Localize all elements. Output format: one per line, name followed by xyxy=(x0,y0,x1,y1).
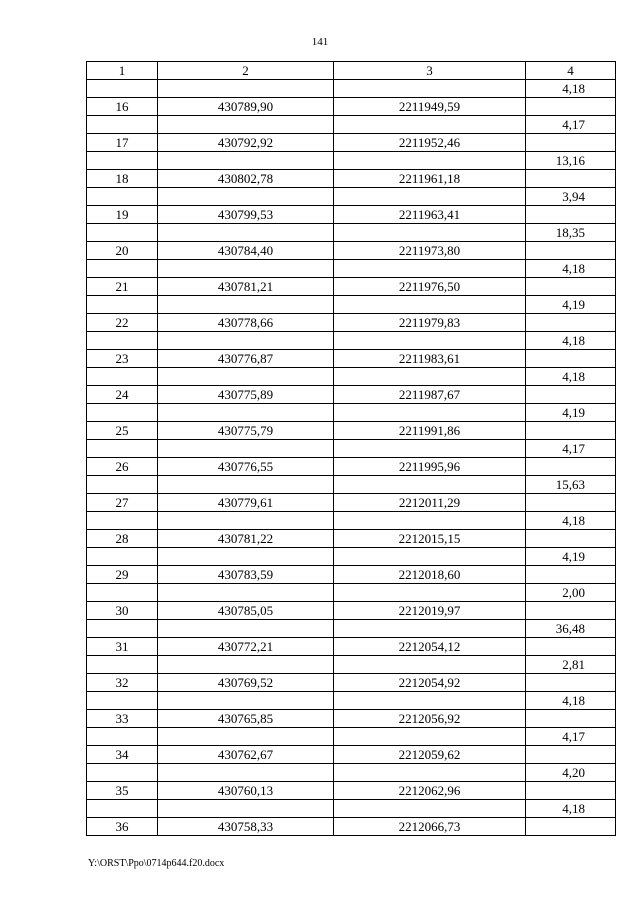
distance-cell xyxy=(526,674,616,692)
table-row-distance xyxy=(87,296,616,314)
y-coordinate-cell: 2212015,15 xyxy=(334,530,526,548)
table-row-point xyxy=(87,674,616,692)
y-coordinate-cell: 2212018,60 xyxy=(334,566,526,584)
x-coordinate-cell: 430775,89 xyxy=(158,386,334,404)
y-coordinate-cell xyxy=(334,764,526,782)
x-coordinate-cell: 430758,33 xyxy=(158,818,334,836)
point-number-cell: 28 xyxy=(87,530,158,548)
x-coordinate-cell xyxy=(158,404,334,422)
point-number-cell: 22 xyxy=(87,314,158,332)
point-number-cell: 18 xyxy=(87,170,158,188)
y-coordinate-cell: 2212019,97 xyxy=(334,602,526,620)
distance-cell: 4,18 xyxy=(526,512,616,530)
x-coordinate-cell xyxy=(158,476,334,494)
table-row-distance xyxy=(87,188,616,206)
distance-cell xyxy=(526,818,616,836)
y-coordinate-cell xyxy=(334,332,526,350)
y-coordinate-cell: 2211987,67 xyxy=(334,386,526,404)
y-coordinate-cell xyxy=(334,296,526,314)
point-number-cell xyxy=(87,620,158,638)
y-coordinate-cell xyxy=(334,260,526,278)
table-row-point xyxy=(87,530,616,548)
point-number-cell xyxy=(87,188,158,206)
point-number-cell: 32 xyxy=(87,674,158,692)
point-number-cell: 19 xyxy=(87,206,158,224)
point-number-cell xyxy=(87,224,158,242)
x-coordinate-cell xyxy=(158,368,334,386)
point-number-cell xyxy=(87,80,158,98)
table-row-point xyxy=(87,638,616,656)
distance-cell: 4,17 xyxy=(526,728,616,746)
x-coordinate-cell: 430775,79 xyxy=(158,422,334,440)
point-number-cell: 24 xyxy=(87,386,158,404)
x-coordinate-cell xyxy=(158,620,334,638)
point-number-cell xyxy=(87,512,158,530)
y-coordinate-cell: 2211983,61 xyxy=(334,350,526,368)
distance-cell: 4,17 xyxy=(526,440,616,458)
y-coordinate-cell xyxy=(334,800,526,818)
y-coordinate-cell xyxy=(334,656,526,674)
distance-cell: 36,48 xyxy=(526,620,616,638)
x-coordinate-cell: 430799,53 xyxy=(158,206,334,224)
table-row-distance xyxy=(87,584,616,602)
point-number-cell xyxy=(87,260,158,278)
table-row-distance xyxy=(87,692,616,710)
y-coordinate-cell xyxy=(334,224,526,242)
table-row-distance xyxy=(87,476,616,494)
x-coordinate-cell: 430772,21 xyxy=(158,638,334,656)
x-coordinate-cell xyxy=(158,224,334,242)
point-number-cell xyxy=(87,296,158,314)
x-coordinate-cell: 430781,22 xyxy=(158,530,334,548)
table-row-distance xyxy=(87,620,616,638)
x-coordinate-cell: 430783,59 xyxy=(158,566,334,584)
header-col-2: 2 xyxy=(158,62,334,80)
y-coordinate-cell xyxy=(334,548,526,566)
x-coordinate-cell xyxy=(158,332,334,350)
table-row-point xyxy=(87,242,616,260)
x-coordinate-cell xyxy=(158,692,334,710)
table-row-distance xyxy=(87,548,616,566)
x-coordinate-cell xyxy=(158,296,334,314)
point-number-cell: 36 xyxy=(87,818,158,836)
distance-cell xyxy=(526,602,616,620)
table-row-distance xyxy=(87,116,616,134)
point-number-cell: 26 xyxy=(87,458,158,476)
x-coordinate-cell: 430776,55 xyxy=(158,458,334,476)
point-number-cell: 16 xyxy=(87,98,158,116)
x-coordinate-cell xyxy=(158,548,334,566)
point-number-cell: 34 xyxy=(87,746,158,764)
table-row-point xyxy=(87,386,616,404)
table-header-row xyxy=(87,62,616,80)
distance-cell: 4,20 xyxy=(526,764,616,782)
y-coordinate-cell xyxy=(334,584,526,602)
y-coordinate-cell xyxy=(334,80,526,98)
coordinates-table xyxy=(86,61,616,836)
x-coordinate-cell xyxy=(158,656,334,674)
y-coordinate-cell xyxy=(334,152,526,170)
point-number-cell: 23 xyxy=(87,350,158,368)
x-coordinate-cell xyxy=(158,116,334,134)
point-number-cell xyxy=(87,584,158,602)
header-col-3: 3 xyxy=(334,62,526,80)
x-coordinate-cell: 430785,05 xyxy=(158,602,334,620)
point-number-cell xyxy=(87,548,158,566)
point-number-cell xyxy=(87,116,158,134)
table-row-distance xyxy=(87,368,616,386)
x-coordinate-cell xyxy=(158,152,334,170)
distance-cell: 4,18 xyxy=(526,692,616,710)
y-coordinate-cell: 2211961,18 xyxy=(334,170,526,188)
point-number-cell: 30 xyxy=(87,602,158,620)
point-number-cell: 27 xyxy=(87,494,158,512)
table-row-point xyxy=(87,134,616,152)
x-coordinate-cell xyxy=(158,764,334,782)
distance-cell: 4,18 xyxy=(526,800,616,818)
table-row-point xyxy=(87,350,616,368)
x-coordinate-cell: 430784,40 xyxy=(158,242,334,260)
y-coordinate-cell: 2211963,41 xyxy=(334,206,526,224)
x-coordinate-cell xyxy=(158,584,334,602)
page-number: 141 xyxy=(311,36,329,48)
y-coordinate-cell: 2211973,80 xyxy=(334,242,526,260)
table-row-point xyxy=(87,458,616,476)
point-number-cell xyxy=(87,800,158,818)
distance-cell: 4,18 xyxy=(526,80,616,98)
point-number-cell: 20 xyxy=(87,242,158,260)
x-coordinate-cell xyxy=(158,440,334,458)
table-row-distance xyxy=(87,404,616,422)
distance-cell: 18,35 xyxy=(526,224,616,242)
x-coordinate-cell xyxy=(158,80,334,98)
x-coordinate-cell xyxy=(158,260,334,278)
x-coordinate-cell: 430792,92 xyxy=(158,134,334,152)
distance-cell xyxy=(526,350,616,368)
table-row-distance xyxy=(87,440,616,458)
point-number-cell: 21 xyxy=(87,278,158,296)
distance-cell: 4,17 xyxy=(526,116,616,134)
table-row-distance xyxy=(87,80,616,98)
table-body xyxy=(87,80,616,836)
table-row-distance xyxy=(87,764,616,782)
point-number-cell xyxy=(87,404,158,422)
y-coordinate-cell: 2211976,50 xyxy=(334,278,526,296)
x-coordinate-cell: 430762,67 xyxy=(158,746,334,764)
distance-cell: 15,63 xyxy=(526,476,616,494)
x-coordinate-cell: 430778,66 xyxy=(158,314,334,332)
distance-cell xyxy=(526,458,616,476)
point-number-cell: 25 xyxy=(87,422,158,440)
distance-cell xyxy=(526,242,616,260)
point-number-cell xyxy=(87,692,158,710)
table-row-point xyxy=(87,818,616,836)
y-coordinate-cell: 2211952,46 xyxy=(334,134,526,152)
y-coordinate-cell xyxy=(334,404,526,422)
distance-cell: 4,18 xyxy=(526,260,616,278)
point-number-cell xyxy=(87,152,158,170)
distance-cell: 13,16 xyxy=(526,152,616,170)
distance-cell: 4,19 xyxy=(526,548,616,566)
distance-cell xyxy=(526,566,616,584)
table-row-point xyxy=(87,782,616,800)
distance-cell xyxy=(526,494,616,512)
y-coordinate-cell: 2212011,29 xyxy=(334,494,526,512)
distance-cell xyxy=(526,206,616,224)
distance-cell xyxy=(526,170,616,188)
table-row-distance xyxy=(87,512,616,530)
table-row-point xyxy=(87,206,616,224)
x-coordinate-cell xyxy=(158,512,334,530)
footer-file-path: Y:\ORST\Ppo\0714p644.f20.docx xyxy=(88,858,225,869)
distance-cell: 3,94 xyxy=(526,188,616,206)
y-coordinate-cell: 2212054,12 xyxy=(334,638,526,656)
y-coordinate-cell xyxy=(334,692,526,710)
point-number-cell xyxy=(87,764,158,782)
table-row-point xyxy=(87,494,616,512)
x-coordinate-cell: 430779,61 xyxy=(158,494,334,512)
x-coordinate-cell: 430769,52 xyxy=(158,674,334,692)
x-coordinate-cell xyxy=(158,188,334,206)
table-row-point xyxy=(87,566,616,584)
distance-cell xyxy=(526,782,616,800)
table-row-point xyxy=(87,98,616,116)
y-coordinate-cell xyxy=(334,116,526,134)
distance-cell xyxy=(526,710,616,728)
table-row-point xyxy=(87,170,616,188)
y-coordinate-cell: 2211991,86 xyxy=(334,422,526,440)
x-coordinate-cell: 430781,21 xyxy=(158,278,334,296)
y-coordinate-cell xyxy=(334,512,526,530)
point-number-cell xyxy=(87,476,158,494)
point-number-cell: 17 xyxy=(87,134,158,152)
y-coordinate-cell: 2212066,73 xyxy=(334,818,526,836)
header-col-4: 4 xyxy=(526,62,616,80)
y-coordinate-cell xyxy=(334,620,526,638)
distance-cell xyxy=(526,638,616,656)
table-row-distance xyxy=(87,152,616,170)
x-coordinate-cell xyxy=(158,728,334,746)
point-number-cell xyxy=(87,440,158,458)
y-coordinate-cell: 2212054,92 xyxy=(334,674,526,692)
y-coordinate-cell: 2211979,83 xyxy=(334,314,526,332)
table-row-point xyxy=(87,602,616,620)
table-row-distance xyxy=(87,224,616,242)
distance-cell xyxy=(526,746,616,764)
point-number-cell: 29 xyxy=(87,566,158,584)
distance-cell: 2,00 xyxy=(526,584,616,602)
distance-cell xyxy=(526,314,616,332)
distance-cell: 4,19 xyxy=(526,404,616,422)
table-row-distance xyxy=(87,332,616,350)
point-number-cell xyxy=(87,728,158,746)
distance-cell: 4,19 xyxy=(526,296,616,314)
distance-cell xyxy=(526,530,616,548)
y-coordinate-cell xyxy=(334,440,526,458)
y-coordinate-cell: 2211995,96 xyxy=(334,458,526,476)
y-coordinate-cell xyxy=(334,368,526,386)
table-row-distance xyxy=(87,656,616,674)
distance-cell xyxy=(526,422,616,440)
y-coordinate-cell xyxy=(334,476,526,494)
table-row-point xyxy=(87,746,616,764)
x-coordinate-cell: 430765,85 xyxy=(158,710,334,728)
point-number-cell xyxy=(87,332,158,350)
distance-cell xyxy=(526,278,616,296)
point-number-cell: 33 xyxy=(87,710,158,728)
distance-cell: 4,18 xyxy=(526,332,616,350)
point-number-cell: 31 xyxy=(87,638,158,656)
x-coordinate-cell: 430776,87 xyxy=(158,350,334,368)
table-row-distance xyxy=(87,800,616,818)
distance-cell xyxy=(526,98,616,116)
x-coordinate-cell: 430760,13 xyxy=(158,782,334,800)
table-row-point xyxy=(87,710,616,728)
y-coordinate-cell: 2212056,92 xyxy=(334,710,526,728)
y-coordinate-cell: 2212062,96 xyxy=(334,782,526,800)
y-coordinate-cell xyxy=(334,728,526,746)
table-row-point xyxy=(87,422,616,440)
distance-cell: 4,18 xyxy=(526,368,616,386)
y-coordinate-cell: 2211949,59 xyxy=(334,98,526,116)
distance-cell xyxy=(526,386,616,404)
x-coordinate-cell: 430802,78 xyxy=(158,170,334,188)
point-number-cell: 35 xyxy=(87,782,158,800)
y-coordinate-cell xyxy=(334,188,526,206)
x-coordinate-cell: 430789,90 xyxy=(158,98,334,116)
x-coordinate-cell xyxy=(158,800,334,818)
distance-cell: 2,81 xyxy=(526,656,616,674)
table-row-distance xyxy=(87,260,616,278)
table-row-distance xyxy=(87,728,616,746)
point-number-cell xyxy=(87,656,158,674)
table-row-point xyxy=(87,314,616,332)
header-col-1: 1 xyxy=(87,62,158,80)
distance-cell xyxy=(526,134,616,152)
table-row-point xyxy=(87,278,616,296)
point-number-cell xyxy=(87,368,158,386)
y-coordinate-cell: 2212059,62 xyxy=(334,746,526,764)
